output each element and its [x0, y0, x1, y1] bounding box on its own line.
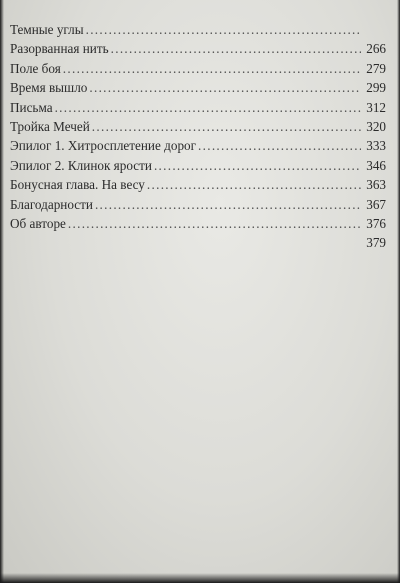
toc-entry: [10, 136, 386, 155]
dot-leader: [111, 39, 361, 58]
toc-entry-page: 266: [366, 41, 386, 57]
toc-entry: [10, 117, 386, 136]
page-shadow-bottom: [0, 573, 400, 583]
toc-entry-page: 346: [366, 157, 386, 173]
toc-entry: [10, 20, 386, 39]
dot-leader: [55, 98, 361, 117]
toc-entry-title: Об авторе: [10, 215, 66, 231]
dot-leader: [154, 156, 361, 175]
dot-leader: [86, 20, 361, 39]
toc-entry-page: 312: [366, 99, 386, 115]
dot-leader: [63, 59, 361, 78]
toc-entry-title: Темные углы: [10, 22, 84, 37]
toc-entry: [10, 59, 386, 78]
toc-entry-title: Тройка Мечей: [10, 118, 90, 134]
toc-entry: [10, 98, 386, 117]
toc-entry-title: Разорванная нить: [10, 41, 109, 57]
toc-entry-title: Эпилог 1. Хитросплетение дорог: [10, 138, 197, 154]
toc-entry: [10, 214, 386, 233]
table-of-contents: [10, 20, 386, 253]
dot-leader: [95, 195, 361, 214]
dot-leader: [147, 175, 361, 194]
dot-leader: [198, 136, 361, 155]
toc-entry-title: Эпилог 2. Клинок ярости: [10, 157, 152, 173]
toc-entry-page: 376: [366, 215, 386, 231]
toc-entry-page: 320: [366, 118, 386, 134]
toc-entry: [10, 156, 386, 175]
toc-entry-page: 363: [366, 177, 386, 193]
dot-leader: [92, 117, 361, 136]
toc-entry-page: 379: [366, 235, 386, 251]
toc-entry-page: 333: [366, 138, 386, 154]
toc-entry-page: 299: [366, 80, 386, 96]
toc-entry-title: Время вышло: [10, 80, 88, 96]
toc-entry-page: 367: [366, 196, 386, 212]
toc-entry: [10, 175, 386, 194]
toc-entry-title: Письма: [10, 99, 53, 115]
toc-entry-title: Благодарности: [10, 196, 93, 212]
dot-leader: [89, 78, 361, 97]
toc-entry: [10, 195, 386, 214]
toc-entry-title: Бонусная глава. На весу: [10, 177, 145, 193]
dot-leader: [68, 214, 361, 233]
page-shadow-left: [0, 0, 4, 583]
toc-entry-page: 279: [366, 60, 386, 76]
toc-entry-title: Поле боя: [10, 60, 61, 76]
toc-entry: [10, 39, 386, 58]
toc-entry: [10, 233, 386, 252]
toc-entry: [10, 78, 386, 97]
